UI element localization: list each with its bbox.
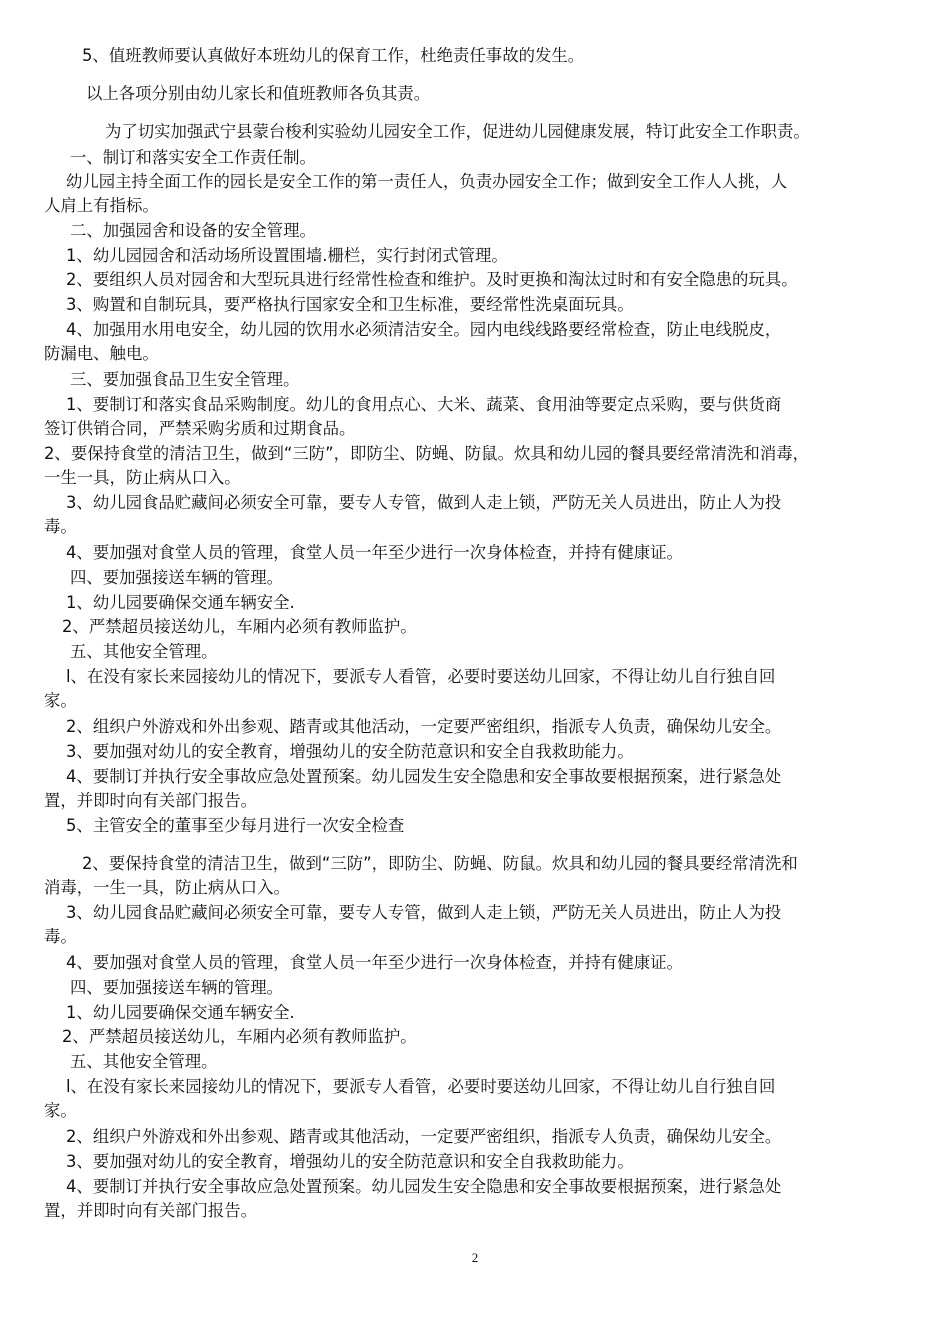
text-line: 4、要加强对食堂人员的管理，食堂人员一年至少进行一次身体检查，并持有健康证。 (66, 953, 683, 972)
section-heading: 五、其他安全管理。 (70, 1052, 218, 1071)
text-line: 一生一具，防止病从口入。 (44, 468, 241, 487)
text-line: 3、购置和自制玩具，要严格执行国家安全和卫生标准，要经常性洗桌面玩具。 (66, 295, 634, 314)
text-line: 1、幼儿园园舍和活动场所设置围墙.栅栏，实行封闭式管理。 (66, 246, 508, 265)
text-line: 4、要制订并执行安全事故应急处置预案。幼儿园发生安全隐患和安全事故要根据预案，进行紧急处 (66, 1177, 782, 1196)
text-line: 1、幼儿园要确保交通车辆安全. (66, 1003, 295, 1022)
text-line: 家。 (44, 1101, 77, 1120)
section-heading: 四、要加强接送车辆的管理。 (70, 568, 284, 587)
section-heading: 五、其他安全管理。 (70, 642, 218, 661)
text-line: 以上各项分别由幼儿家长和值班教师各负其责。 (86, 84, 431, 103)
text-line: 毒。 (44, 517, 77, 536)
text-line: 4、要制订并执行安全事故应急处置预案。幼儿园发生安全隐患和安全事故要根据预案，进行紧急处 (66, 767, 782, 786)
text-line: 4、要加强对食堂人员的管理，食堂人员一年至少进行一次身体检查，并持有健康证。 (66, 543, 683, 562)
text-line: 2、要保持食堂的清洁卫生，做到“三防”，即防尘、防蝇、防鼠。炊具和幼儿园的餐具要经常清洗和 (82, 854, 798, 873)
text-line: 防漏电、触电。 (44, 344, 159, 363)
text-line: 3、幼儿园食品贮藏间必须安全可靠，要专人专管，做到人走上锁，严防无关人员进出，防止人为投 (66, 903, 782, 922)
text-line: 1、幼儿园要确保交通车辆安全. (66, 593, 295, 612)
section-heading: 四、要加强接送车辆的管理。 (70, 978, 284, 997)
section-heading: 三、要加强食品卫生安全管理。 (70, 370, 300, 389)
text-line: 3、要加强对幼儿的安全教育，增强幼儿的安全防范意识和安全自我救助能力。 (66, 1152, 634, 1171)
text-line: 消毒，一生一具，防止病从口入。 (44, 878, 290, 897)
text-line: l、在没有家长来园接幼儿的情况下，要派专人看管，必要时要送幼儿回家，不得让幼儿自行独自回 (66, 1077, 776, 1096)
text-line: 置，并即时向有关部门报告。 (44, 791, 258, 810)
text-line: 3、要加强对幼儿的安全教育，增强幼儿的安全防范意识和安全自我救助能力。 (66, 742, 634, 761)
text-line: 2、要保持食堂的清洁卫生，做到“三防”，即防尘、防蝇、防鼠。炊具和幼儿园的餐具要经常清洗和消毒， (44, 444, 809, 463)
text-line: 1、要制订和落实食品采购制度。幼儿的食用点心、大米、蔬菜、食用油等要定点采购，要与供货商 (66, 395, 782, 414)
text-line: 2、组织户外游戏和外出参观、踏青或其他活动，一定要严密组织，指派专人负责，确保幼儿安全。 (66, 717, 782, 736)
text-line: 毒。 (44, 927, 77, 946)
text-line: 置，并即时向有关部门报告。 (44, 1201, 258, 1220)
section-heading: 二、加强园舍和设备的安全管理。 (70, 221, 316, 240)
text-line: 2、严禁超员接送幼儿，车厢内必须有教师监护。 (62, 1027, 417, 1046)
text-line: 幼儿园主持全面工作的园长是安全工作的第一责任人，负责办园安全工作；做到安全工作人人挑，人 (66, 172, 788, 191)
text-line: 为了切实加强武宁县蒙台梭利实验幼儿园安全工作，促进幼儿园健康发展，特订此安全工作职责。 (105, 122, 810, 141)
text-line: 4、加强用水用电安全，幼儿园的饮用水必须清洁安全。园内电线线路要经常检查，防止电线脱皮， (66, 320, 782, 339)
text-line: 家。 (44, 691, 77, 710)
section-heading: 一、制订和落实安全工作责任制。 (70, 148, 316, 167)
text-line: 2、严禁超员接送幼儿，车厢内必须有教师监护。 (62, 617, 417, 636)
text-line: 5、主管安全的董事至少每月进行一次安全检查 (66, 816, 405, 835)
text-line: l、在没有家长来园接幼儿的情况下，要派专人看管，必要时要送幼儿回家，不得让幼儿自行独自回 (66, 667, 776, 686)
page-number: 2 (471, 1250, 479, 1265)
text-line: 人肩上有指标。 (44, 196, 159, 215)
text-line: 2、要组织人员对园舍和大型玩具进行经常性检查和维护。及时更换和淘汰过时和有安全隐患的玩具。 (66, 270, 798, 289)
text-line: 签订供销合同，严禁采购劣质和过期食品。 (44, 419, 356, 438)
text-line: 5、值班教师要认真做好本班幼儿的保育工作，杜绝责任事故的发生。 (82, 46, 585, 65)
text-line: 2、组织户外游戏和外出参观、踏青或其他活动，一定要严密组织，指派专人负责，确保幼儿安全。 (66, 1127, 782, 1146)
text-line: 3、幼儿园食品贮藏间必须安全可靠，要专人专管，做到人走上锁，严防无关人员进出，防止人为投 (66, 493, 782, 512)
